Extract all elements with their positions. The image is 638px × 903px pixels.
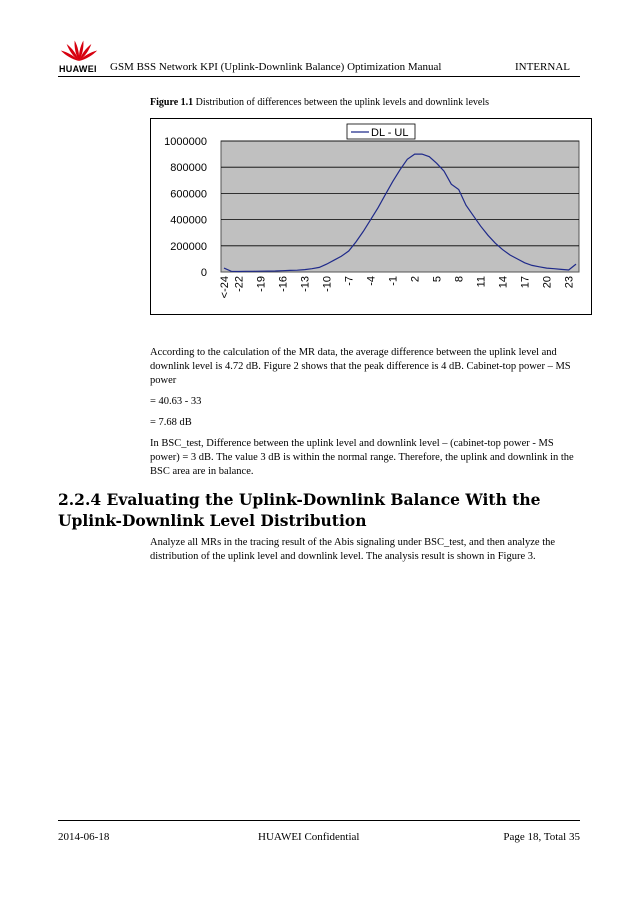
y-tick-label: 1000000 bbox=[164, 136, 207, 148]
figure-caption-text: Distribution of differences between the uplink levels and downlink levels bbox=[195, 97, 490, 108]
figure-label: Figure 1.1 bbox=[150, 97, 194, 108]
paragraph: = 40.63 - 33 bbox=[150, 396, 202, 407]
x-tick-label: 23 bbox=[563, 276, 576, 289]
paragraph: According to the calculation of the MR data, the average difference between the uplink level and downlink level is 4.72 dB. Figure 2 shows that the peak difference is 4 dB. Cabinet-top power – MS power bbox=[150, 347, 571, 386]
x-tick-label: <-24 bbox=[219, 276, 231, 299]
section-heading: 2.2.4 Evaluating the Uplink-Downlink Balance With the Uplink-Downlink Level Distribution bbox=[58, 490, 541, 530]
paragraph: Analyze all MRs in the tracing result of the Abis signaling under BSC_test, and then analyze the distribution of the uplink level and downlink level. The analysis result is shown in Figure 3. bbox=[150, 537, 556, 562]
x-tick-label: 14 bbox=[497, 276, 510, 289]
x-tick-label: -10 bbox=[321, 276, 334, 292]
paragraph: = 7.68 dB bbox=[150, 417, 192, 428]
document-title: GSM BSS Network KPI (Uplink-Downlink Balance) Optimization Manual bbox=[110, 61, 442, 73]
x-tick-label: -4 bbox=[365, 276, 378, 286]
y-tick-label: 600000 bbox=[170, 188, 207, 201]
x-tick-label: -19 bbox=[255, 276, 268, 292]
x-tick-label: -7 bbox=[343, 276, 356, 286]
paragraph: In BSC_test, Difference between the uplink level and downlink level – (cabinet-top power - MS power) = 3 dB. The value 3 dB is within the normal range. Therefore, the uplink and downlink in the BSC area are in balance. bbox=[150, 438, 574, 477]
x-tick-label: 8 bbox=[453, 276, 466, 283]
x-tick-label: 17 bbox=[519, 276, 532, 289]
y-tick-label: 200000 bbox=[170, 240, 207, 253]
section-body bbox=[150, 536, 580, 571]
line-chart bbox=[151, 119, 591, 314]
x-tick-label: 11 bbox=[475, 276, 488, 288]
brand-name: HUAWEI bbox=[59, 64, 97, 74]
x-tick-label: -1 bbox=[387, 276, 400, 286]
classification-label: INTERNAL bbox=[515, 61, 570, 73]
legend-label: DL - UL bbox=[371, 127, 409, 139]
x-tick-label: 2 bbox=[409, 276, 422, 283]
plot-area bbox=[221, 141, 579, 272]
y-tick-label: 0 bbox=[200, 267, 207, 279]
page-footer bbox=[58, 820, 580, 843]
x-tick-label: -13 bbox=[299, 276, 312, 292]
page-header bbox=[58, 36, 580, 77]
footer-confidentiality: HUAWEI Confidential bbox=[258, 831, 360, 843]
x-tick-label: 5 bbox=[431, 276, 444, 283]
figure-caption bbox=[150, 97, 489, 108]
footer-page-number: Page 18, Total 35 bbox=[503, 831, 580, 843]
x-tick-label: 20 bbox=[541, 276, 554, 289]
footer-date: 2014-06-18 bbox=[58, 831, 110, 843]
x-tick-label: -22 bbox=[233, 276, 246, 292]
y-tick-label: 400000 bbox=[170, 214, 207, 227]
chart-frame bbox=[150, 118, 592, 315]
y-tick-label: 800000 bbox=[170, 162, 207, 175]
analysis-text bbox=[150, 346, 580, 486]
x-tick-label: -16 bbox=[277, 276, 290, 292]
